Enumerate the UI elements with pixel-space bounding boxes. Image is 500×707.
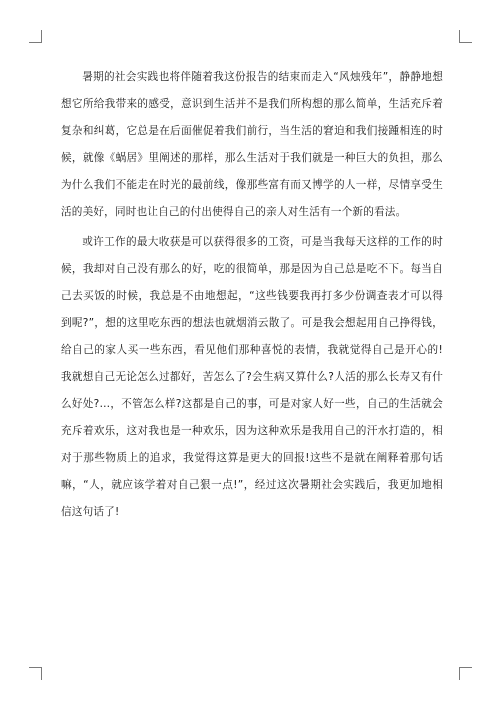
crop-mark-top-right: [459, 30, 472, 43]
paragraph-2: 或许工作的最大收获是可以获得很多的工资，可是当我每天这样的工作的时候，我却对自己没有那么的好，吃的很简单，那是因为自己总是吃不下。每当自己去买饭的时候，我总是不由地想起，“这些钱要我再打多少份调查表才可以得到呢?”，想的这里吃东西的想法也就烟消云散了。可是我会想起用自己挣得钱，给自己的家人买一些东西，看见他们那种喜悦的表情，我就觉得自己是开心的!我就想自己无论怎么过都好，苦怎么了?会生病又算什么?人活的那么长寿又有什么好处?…，不管怎么样?这都是自己的事，可是对家人好一些，自己的生活就会充斥着欢乐，这对我也是一种欢乐，因为这种欢乐是我用自己的汗水打造的，相对于那些物质上的追求，我觉得这算是更大的回报!这些不是就在阐释着那句话嘛，“人，就应该学着对自己狠一点!”，经过这次暑期社会实践后，我更加地相信这句话了!: [61, 236, 443, 518]
document-body: [61, 64, 443, 526]
crop-mark-bottom-left: [29, 667, 42, 680]
crop-mark-bottom-right: [459, 667, 472, 680]
paragraph-1: 暑期的社会实践也将伴随着我这份报告的结束而走入“风烛残年”，静静地想想它所给我带来的感受，意识到生活并不是我们所构想的那么简单，生活充斥着复杂和纠葛，它总是在后面催促着我们前行，当生活的窘迫和我们接踵相连的时候，就像《蜗居》里阐述的那样，那么生活对于我们就是一种巨大的负担，那么为什么我们不能走在时光的最前线，像那些富有而又博学的人一样，尽情享受生活的美好，同时也让自己的付出使得自己的亲人对生活有一个新的看法。: [61, 71, 443, 218]
crop-mark-top-left: [29, 30, 42, 43]
